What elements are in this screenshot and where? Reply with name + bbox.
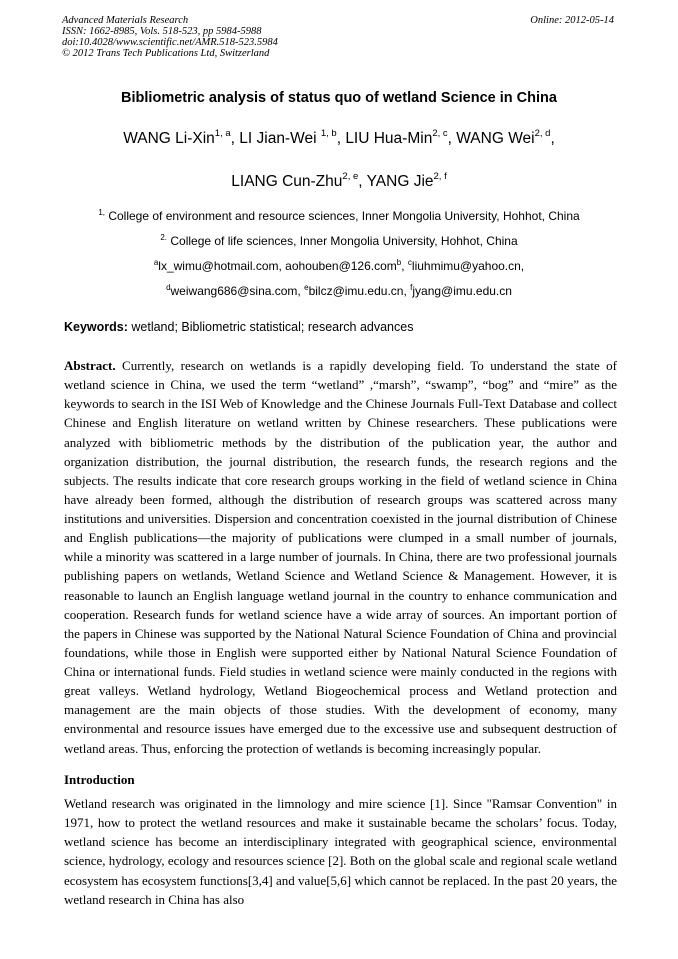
email-text: weiwang686@sina.com, <box>170 284 305 298</box>
author-superscript: 2, d <box>534 128 551 139</box>
copyright-line: © 2012 Trans Tech Publications Ltd, Switzerland <box>62 48 270 59</box>
affiliation-2 <box>0 234 678 248</box>
author-line-2: LIANG Cun-Zhu$^{2, e}$, YANG Jie$^{2, f}$ <box>231 171 447 190</box>
author-name: LIU Hua-Min <box>345 130 433 147</box>
online-date: Online: 2012-05-14 <box>530 15 614 26</box>
journal-metadata <box>62 15 278 59</box>
abstract <box>64 356 617 758</box>
author-line-1: WANG Li-Xin$^{1, a}$, LI Jian-Wei $^{1, b}$, LIU Hua-Min$^{2, c}$, WANG Wei$^{2, d}$, <box>123 128 555 147</box>
introduction-text: Wetland research was originated in the limnology and mire science [1]. Since "Ramsar Convention" in 1971, how to protect the wetland resources and make it sustainable became the scholars’ focus. Today, wetland science has become an interdisciplinary integrated with geographical science, environmental science, hydrology, ecology and resources science [2]. Both on the global scale and regional scale wetland ecosystem has ecosystem functions[3,4] and value[5,6] which cannot be replaced. In the past 20 years, the wetland research in China has also <box>64 796 617 907</box>
affiliation-text: College of life sciences, Inner Mongolia University, Hohhot, China <box>167 234 518 248</box>
section-heading-introduction: Introduction <box>64 772 135 787</box>
abstract-text: Currently, research on wetlands is a rapidly developing field. To understand the state of wetland science in China, we used the term “wetland” ,“marsh”, “swamp”, “bog” and “mire” as the keywords to search in the ISI Web of Knowledge and the Chinese Journals Full-Text Database and collect Chinese and English literature on wetland written by Chinese researchers. These publications were analyzed with bibliometric methods by the distribution of the publication year, the author and organization distribution, the journal distribution, the research funds, the research regions and the subjects. The results indicate that core research groups working in the field of wetland science in China have already been formed, although the distribution of research groups was scattered across many institutions and universities. Dispersion and concentration coexisted in the journal distribution of Chinese and English publications—the majority of publications were clumped in a small number of journals, while a minority was scattered in a large number of journals. In China, there are two professional journals publishing papers on wetlands, Wetland Science and Wetland Science & Management. However, it is reasonable to launch an English language wetland journal in the country to enhance communication and cooperation. Research funds for wetland science have a wide array of sources. An important portion of the papers in Chinese was supported by the National Natural Science Foundation of China and provincial foundations, while those in English were supported either by National Natural Science Foundation of China or international funds. Field studies in wetland science were mainly conducted in the regions with great valleys. Wetland hydrology, Wetland Biogeochemical process and Wetland protection and management are the main objects of those studies. With the development of economy, many environmental and resource issues have emerged due to the excessive use and subsequent destruction of wetland areas. Thus, enforcing the protection of wetlands is becoming increasingly popular. <box>64 358 617 756</box>
affiliation-1 <box>0 209 678 223</box>
doi-line: doi:10.4028/www.scientific.net/AMR.518-523.5984 <box>62 37 278 48</box>
author-name: WANG Wei <box>456 130 535 147</box>
keywords <box>64 320 413 334</box>
keywords-label: Keywords: <box>64 320 128 334</box>
paper-title: Bibliometric analysis of status quo of wetland Science in China <box>121 90 557 106</box>
issn-line: ISSN: 1662-8985, Vols. 518-523, pp 5984-5988 <box>62 26 262 37</box>
email-marker: b <box>396 258 402 267</box>
author-superscript: 1, b <box>320 128 337 139</box>
affiliation-marker: 1, <box>98 208 105 217</box>
abstract-label: Abstract. <box>64 358 116 373</box>
email-text: jyang@imu.edu.cn <box>412 284 512 298</box>
affiliation-marker: 2. <box>160 233 168 242</box>
author-superscript: 2, f <box>433 171 447 182</box>
author-name: WANG Li-Xin <box>123 130 215 147</box>
author-name: LIANG Cun-Zhu <box>231 173 343 190</box>
email-text: bilcz@imu.edu.cn, <box>308 284 411 298</box>
affiliation-text: College of environment and resource sciences, Inner Mongolia University, Hohhot, China <box>104 209 580 223</box>
email-marker: a <box>153 258 159 267</box>
email-marker: d <box>166 283 171 292</box>
email-marker: f <box>410 283 413 292</box>
email-text: liuhmimu@yahoo.cn, <box>411 259 525 273</box>
email-marker: e <box>304 283 309 292</box>
email-line-2 <box>0 284 678 298</box>
author-name: YANG Jie <box>366 173 434 190</box>
email-line-1: $^a$lx_wimu@hotmail.com, aohouben@126.com$^b$, $^c$liuhmimu@yahoo.cn, <box>153 258 525 273</box>
email-marker: c <box>407 258 412 267</box>
keywords-text: wetland; Bibliometric statistical; research advances <box>127 320 414 334</box>
journal-name: Advanced Materials Research <box>62 15 189 26</box>
author-name: LI Jian-Wei <box>239 130 321 147</box>
author-superscript: 1, a <box>214 128 231 139</box>
author-superscript: 2, c <box>432 128 448 139</box>
email-text: lx_wimu@hotmail.com, aohouben@126.com <box>158 259 397 273</box>
author-superscript: 2, e <box>342 171 359 182</box>
